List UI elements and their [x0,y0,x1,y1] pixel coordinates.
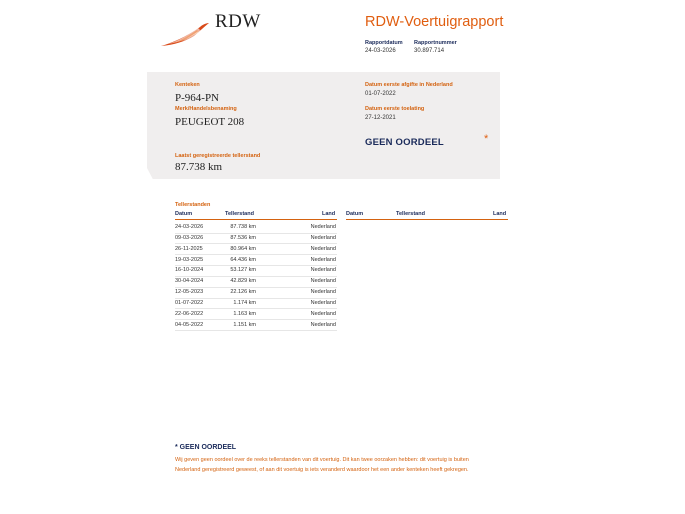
table-cell-country: Nederland [310,278,336,285]
table-row-divider [175,287,337,288]
table-row-divider [175,330,337,331]
table-cell-date: 19-03-2025 [175,256,204,263]
report-date: 24-03-2026 [365,48,396,54]
make-label: Merk/Handelsbenaming [175,106,237,112]
col-header-reading: Tellerstand [225,211,254,217]
table-cell-date: 04-05-2022 [175,321,204,328]
table-cell-date: 24-03-2026 [175,224,204,230]
table-cell-reading: 87.536 km [230,234,256,241]
first-admission-value: 27-12-2021 [365,115,396,121]
table-cell-reading: 22.126 km [230,289,256,296]
table-cell-reading: 1.163 km [233,310,256,317]
logo-text: RDW [215,11,261,32]
table-cell-reading: 53.127 km [230,267,256,274]
first-admission-nl-label: Datum eerste afgifte in Nederland [365,82,453,88]
plate-value: P-964-PN [175,92,220,104]
table-cell-country: Nederland [310,256,336,263]
make-value: PEUGEOT 208 [175,116,245,128]
table-cell-reading: 42.829 km [230,278,256,285]
odometer-value: 87.738 km [175,161,223,173]
first-admission-label: Datum eerste toelating [365,106,425,112]
table-cell-country: Nederland [310,224,336,230]
table-cell-country: Nederland [310,234,336,241]
col-header-country-2: Land [493,211,507,217]
report-date-label: Rapportdatum [365,40,403,46]
plate-label: Kenteken [175,82,200,88]
table-cell-country: Nederland [310,289,336,296]
table-cell-date: 22-06-2022 [175,310,204,317]
table-row-divider [175,298,337,299]
table-row-divider [175,276,337,277]
table-cell-reading: 64.436 km [230,256,256,263]
table-row-divider [175,233,337,234]
table-cell-country: Nederland [310,245,336,252]
table-row-divider [175,308,337,309]
table-cell-date: 16-10-2024 [175,267,204,274]
odometer-history-title: Tellerstanden [175,202,211,208]
table-row-divider [175,254,337,255]
table-cell-date: 30-04-2024 [175,278,204,285]
verdict: GEEN OORDEEL [365,137,444,148]
table-cell-date: 09-03-2026 [175,234,204,241]
report-number: 30.897.714 [414,48,445,54]
odometer-label: Laatst geregistreerde tellerstand [175,153,261,159]
footnote-text: Wij geven geen oordeel over de reeks tellerstanden van dit voertuig. Dit kan twee oorzaken hebben: dit voertuig is buiten Nederland geregistreerd geweest, of aan dit voertuig is iets veranderd waardoor het een ander kenteken heeft gekregen. [175,457,469,473]
table-cell-country: Nederland [310,267,336,274]
table-cell-date: 26-11-2025 [175,245,203,252]
col-header-date: Datum [175,211,193,217]
table-cell-country: Nederland [310,321,336,328]
header-divider [175,219,337,220]
table-cell-date: 01-07-2022 [175,299,204,306]
table-cell-date: 12-05-2023 [175,289,204,296]
col-header-reading-2: Tellerstand [396,211,425,217]
table-cell-reading: 87.738 km [230,224,256,230]
rdw-logo-icon [160,22,210,48]
col-header-country: Land [322,211,336,217]
panel-notch [147,168,158,189]
table-cell-country: Nederland [310,299,336,306]
table-row-divider [175,265,337,266]
table-cell-country: Nederland [310,310,336,317]
col-header-date-2: Datum [346,211,364,217]
table-cell-reading: 1.151 km [233,321,256,328]
table-cell-reading: 80.964 km [230,245,256,252]
table-row-divider [175,319,337,320]
table-cell-reading: 1.174 km [233,299,256,306]
table-row-divider [175,243,337,244]
first-admission-nl-value: 01-07-2022 [365,91,396,97]
header-divider-2 [346,219,508,220]
verdict-asterisk: * [484,133,489,145]
report-title: RDW-Voertuigrapport [365,14,504,30]
report-number-label: Rapportnummer [414,40,457,46]
footnote-title: * GEEN OORDEEL [175,444,237,451]
